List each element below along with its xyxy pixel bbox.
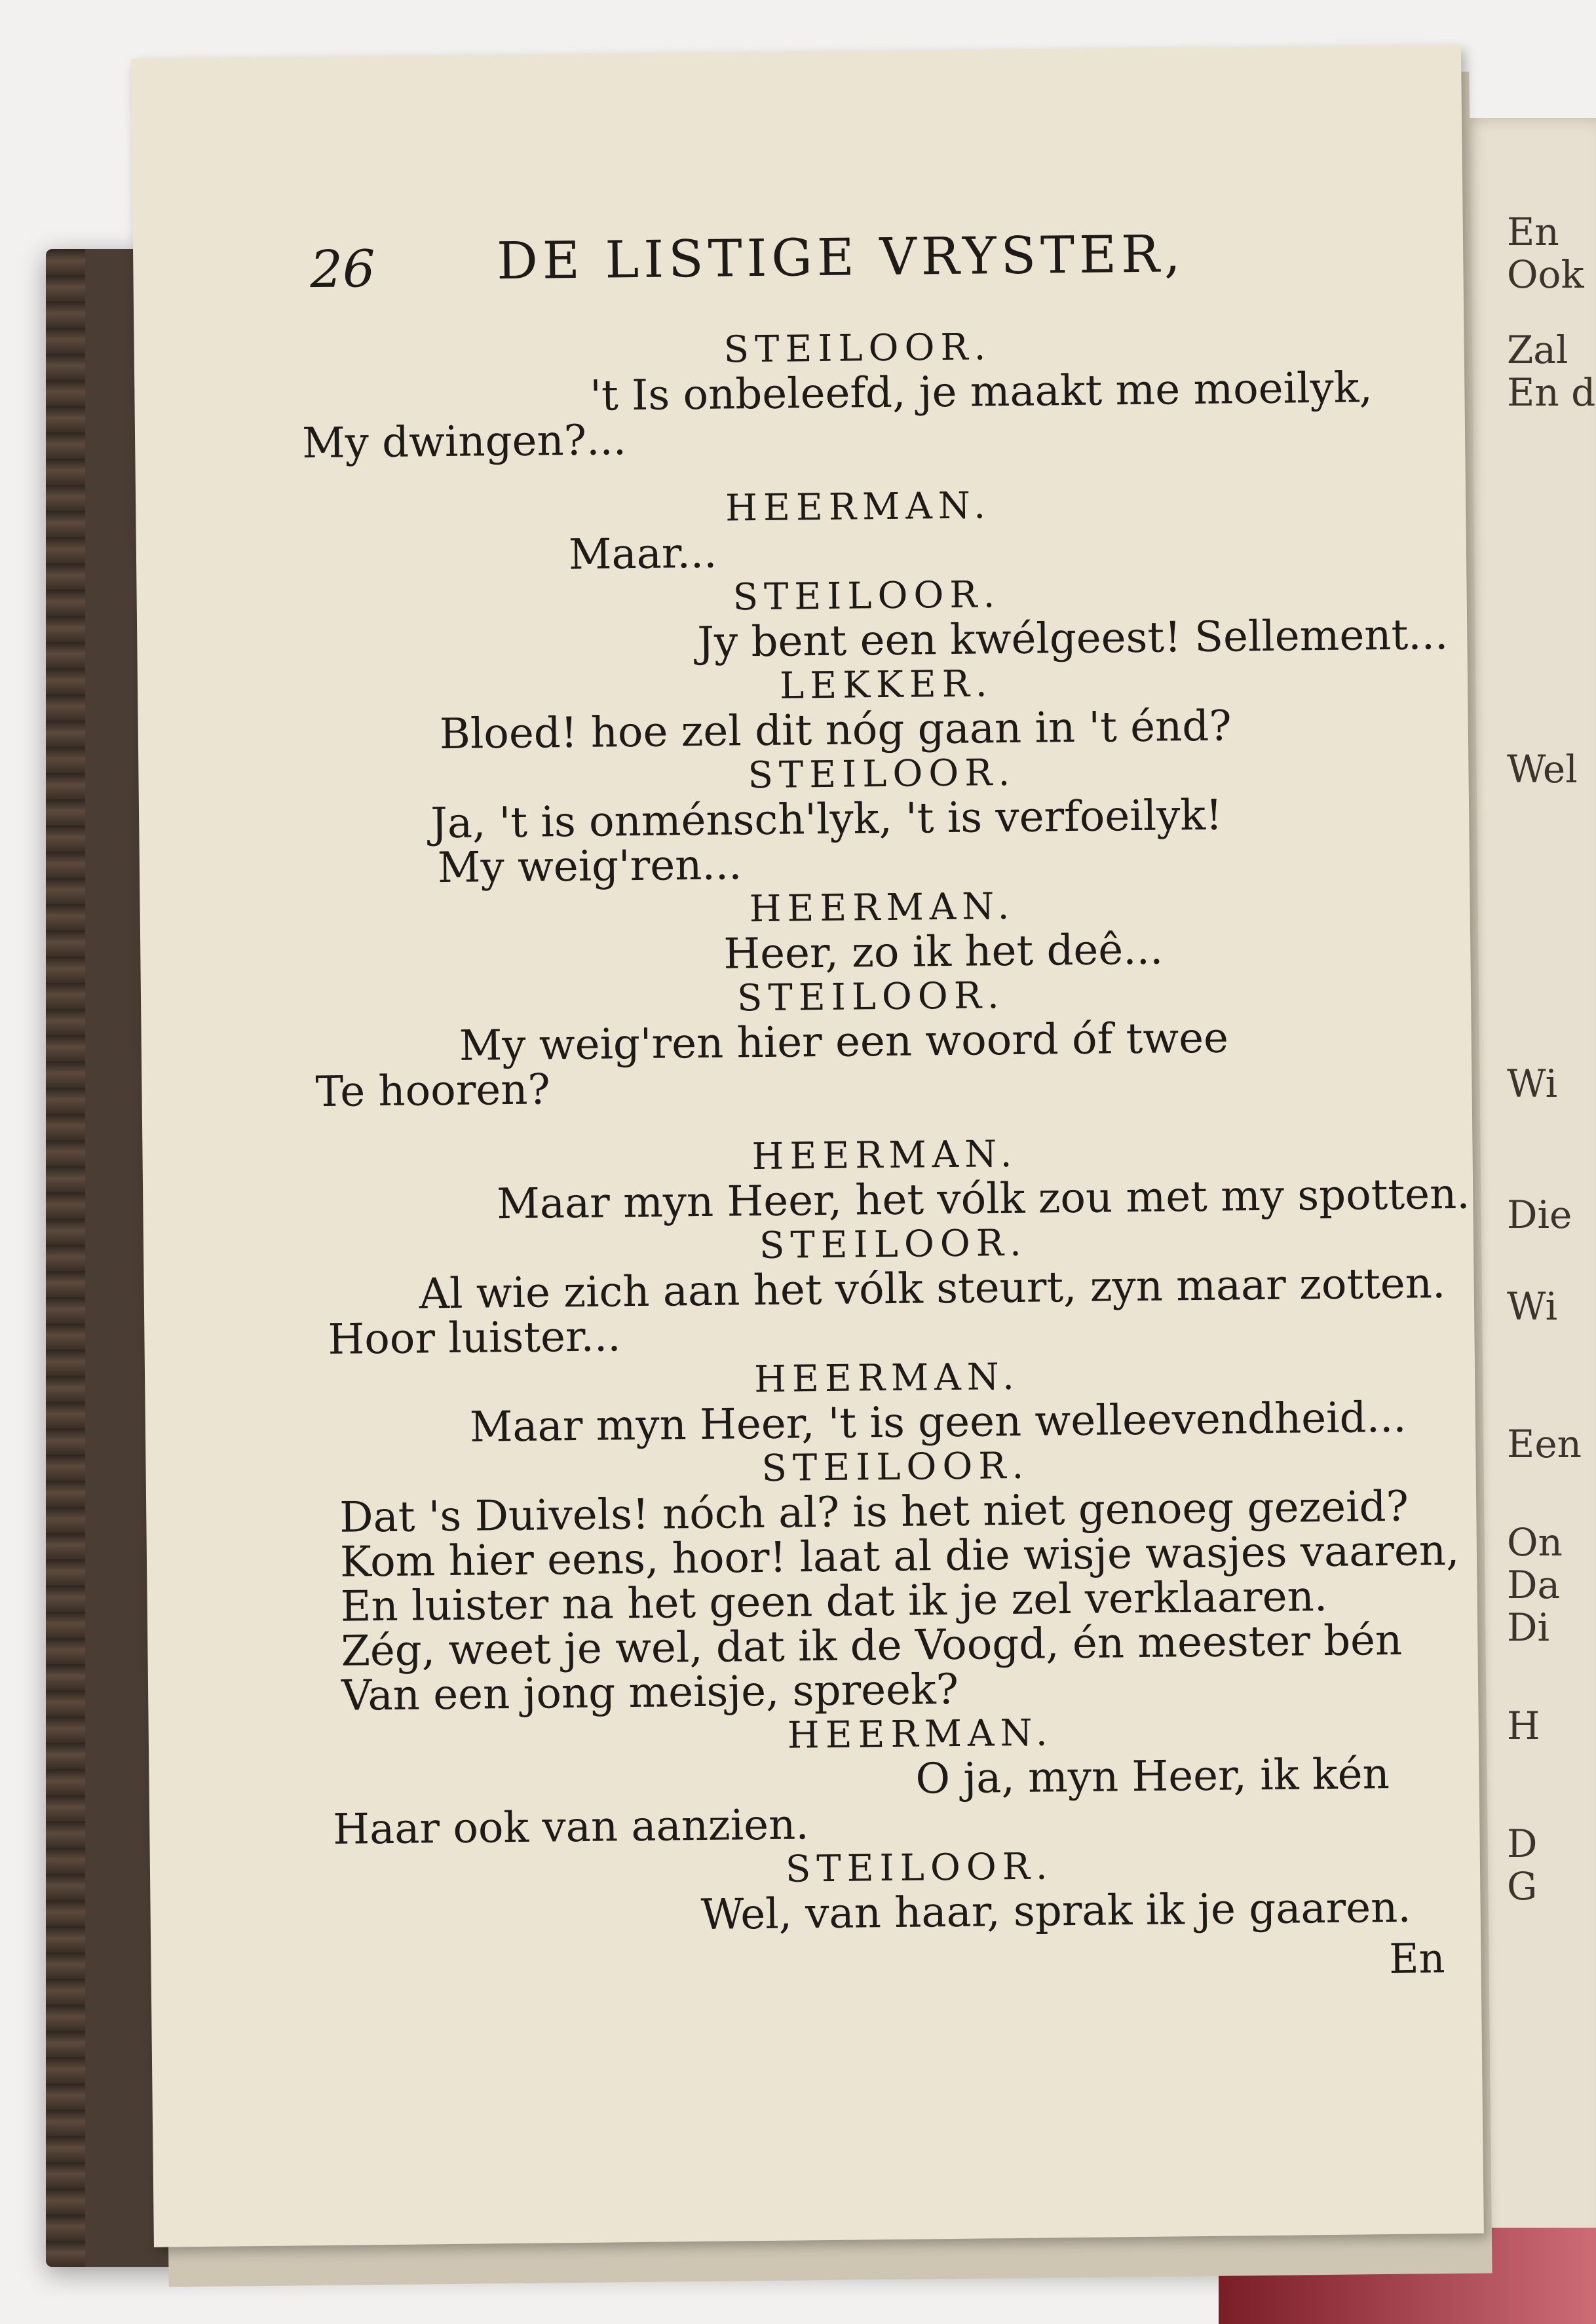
facing-page-fragment: D — [1507, 1821, 1538, 1866]
facing-page-fragment: En — [1507, 210, 1559, 254]
speaker-name: STEILOOR. — [736, 974, 1006, 1020]
page-text-block — [301, 221, 1540, 1992]
speaker-name: STEILOOR. — [748, 751, 1016, 797]
verse-line: Te hooren? — [315, 1065, 551, 1117]
book-page — [131, 45, 1484, 2247]
page-header — [310, 221, 1523, 332]
speaker-name: HEERMAN. — [751, 1132, 1018, 1179]
facing-page-fragment: On — [1507, 1520, 1563, 1565]
verse-line: Van een jong meisje, spreek? — [341, 1665, 959, 1721]
speaker-name: STEILOOR. — [759, 1221, 1028, 1268]
verse-line: En luister na het geen dat ik je zel verklaaren. — [340, 1572, 1328, 1631]
facing-page-fragment: Wi — [1507, 1061, 1558, 1106]
speaker-name: HEERMAN. — [753, 1355, 1021, 1401]
verse-line: Wel, van haar, sprak ik je gaaren. — [700, 1883, 1411, 1940]
speaker-name: HEERMAN. — [725, 484, 992, 530]
facing-page-fragment: G — [1507, 1864, 1538, 1909]
speaker-name: LEKKER. — [779, 662, 993, 708]
facing-page-fragment: Wi — [1507, 1284, 1558, 1329]
verse-line: Maar myn Heer, het vólk zou met my spotten. — [496, 1170, 1470, 1229]
facing-page-fragment: Wel — [1507, 747, 1578, 791]
verse-line: Ja, 't is onménsch'lyk, 't is verfoeilyk! — [430, 791, 1223, 848]
facing-page-fragment: Di — [1507, 1605, 1550, 1650]
verse-line: Maar... — [568, 529, 717, 580]
page-number: 26 — [309, 240, 376, 300]
speaker-name: STEILOOR. — [723, 326, 992, 371]
verse-line: My weig'ren hier een woord óf twee — [459, 1014, 1229, 1071]
running-title: DE LISTIGE VRYSTER, — [496, 225, 1185, 292]
verse-line: Al wie zich aan het vólk steurt, zyn maar zotten. — [419, 1259, 1446, 1319]
speaker-name: STEILOOR. — [761, 1444, 1030, 1491]
verse-line: Heer, zo ik het deê... — [723, 925, 1164, 979]
book-spine-edge — [46, 249, 85, 2267]
catchword: En — [1388, 1934, 1445, 1983]
verse-line: Hoor luister... — [328, 1312, 621, 1364]
verse-line: My weig'ren... — [437, 841, 742, 893]
facing-page-fragment: Ook — [1507, 252, 1584, 297]
facing-page-fragment: En d — [1507, 370, 1596, 415]
verse-line: O ja, myn Heer, ik kén — [915, 1750, 1390, 1804]
facing-page-fragment: H — [1507, 1704, 1540, 1748]
verse-line: My dwingen?... — [301, 416, 627, 468]
verse-line: 't Is onbeleefd, je maakt me moeilyk, — [590, 364, 1373, 421]
facing-page-fragment: Zal — [1507, 328, 1568, 372]
facing-page-fragment: Da — [1507, 1563, 1561, 1607]
verse-line: Jy bent een kwélgeest! Sellement... — [696, 610, 1449, 667]
speaker-name: HEERMAN. — [749, 885, 1016, 931]
speaker-name: STEILOOR. — [732, 573, 1001, 619]
verse-line: Kom hier eens, hoor! laat al die wisje wasjes vaaren, — [339, 1526, 1460, 1587]
speaker-name: STEILOOR. — [785, 1845, 1054, 1891]
verse-line: Zég, weet je wel, dat ik de Voogd, én meester bén — [341, 1616, 1403, 1676]
verse-line: Haar ook van aanzien. — [332, 1800, 809, 1854]
verse-line: Maar myn Heer, 't is geen welleevendheid... — [469, 1393, 1407, 1452]
facing-page-fragment: Een — [1507, 1422, 1582, 1466]
speaker-name: HEERMAN. — [787, 1711, 1054, 1757]
facing-page-fragment: Die — [1507, 1192, 1572, 1237]
verse-line: Dat 's Duivels! nóch al? is het niet genoeg gezeid? — [339, 1482, 1409, 1542]
verse-line: Bloed! hoe zel dit nóg gaan in 't énd? — [439, 702, 1232, 759]
